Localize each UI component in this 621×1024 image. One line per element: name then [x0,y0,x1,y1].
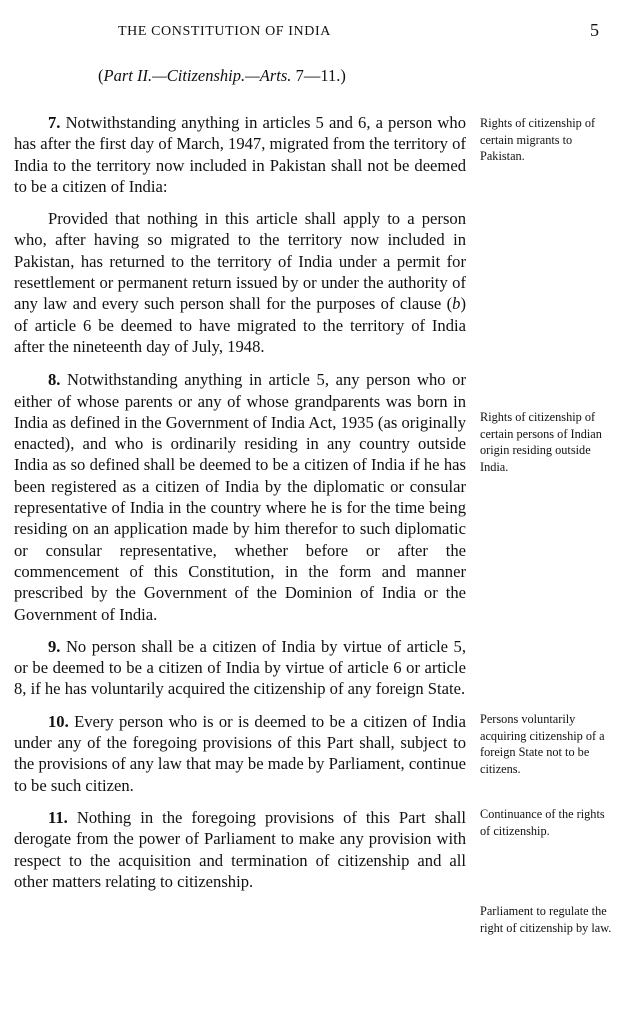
margin-note-article-9: Persons voluntarily acquiring citizenship of a foreign State not to be citizens. [480,712,605,776]
article-7-proviso [14,208,466,357]
article-9-number: 9. [48,636,61,656]
article-7-proviso-after: ) of article 6 be deemed to have migrated to the territory of India after the nineteenth day of July, 1948. [14,294,466,356]
article-11 [14,807,466,892]
margin-note-article-7: Rights of citizenship of certain migrants to Pakistan. [480,116,596,163]
article-9 [14,636,466,700]
running-title: THE CONSTITUTION OF INDIA [118,24,331,39]
article-7-proviso-before: Provided that nothing in this article shall apply to a person who, after having so migrated to the territory now included in Pakistan, has returned to the territory of India under a permit for resettlement or permanent return issued by or under the authority of any law and every such person shall for the purposes of clause ( [14,209,466,314]
part-heading-range: 7—11.) [291,66,346,85]
article-9-text: No person shall be a citizen of India by virtue of article 5, or be deemed to be a citizen of India by virtue of article 6 or article 8, if he has voluntarily acquired the citizenship of any foreign State. [14,636,466,699]
part-heading-part: Part II.—Citizenship.—Arts. [103,66,292,85]
margin-note-article-8: Rights of citizenship of certain persons of Indian origin residing outside India. [480,410,602,474]
article-7-proviso-clause: b [452,294,461,314]
margin-note-article-11: Parliament to regulate the right of citizenship by law. [480,904,612,935]
part-heading-open: ( [98,66,104,85]
article-7-text: Notwithstanding anything in articles 5 and 6, a person who has after the first day of March, 1947, migrated from the territory of India to the territory now included in Pakistan shall not be deemed to be a citizen of India: [14,113,466,196]
article-11-text: Nothing in the foregoing provisions of this Part shall derogate from the power of Parliament to make any provision with respect to the acquisition and termination of citizenship and all other matters relating to citizenship. [14,807,466,891]
article-8-number: 8. [48,370,61,390]
page-number: 5 [590,20,599,40]
article-7 [14,112,466,197]
article-8-text: Notwithstanding anything in article 5, any person who or either of whose parents or any of whose grandparents was born in India as defined in the Government of India Act, 1935 (as originally enacted), and who is ordinarily residing in any country outside India as so defined shall be deemed to be a citizen of India if he has been registered as a citizen of India by the diplomatic or consular representative of India in the country where he is for the time being residing on an application made by him therefor to such diplomatic or consular representative, whether before or after the commencement of this Constitution, in the form and manner prescribed by the Government of the Dominion of India or the Government of India. [14,370,466,624]
article-8 [14,369,466,625]
margin-note-article-10: Continuance of the rights of citizenship. [480,807,605,838]
article-10-text: Every person who is or is deemed to be a citizen of India under any of the foregoing provisions of this Part shall, subject to the provisions of any law that may be made by Parliament, continue to be such citizen. [14,711,466,795]
running-head [0,20,621,44]
article-10 [14,711,466,796]
article-7-number: 7. [48,113,61,132]
part-heading [98,66,346,86]
article-11-number: 11. [48,807,68,827]
article-10-number: 10. [48,711,69,731]
article-text-column [14,112,466,892]
